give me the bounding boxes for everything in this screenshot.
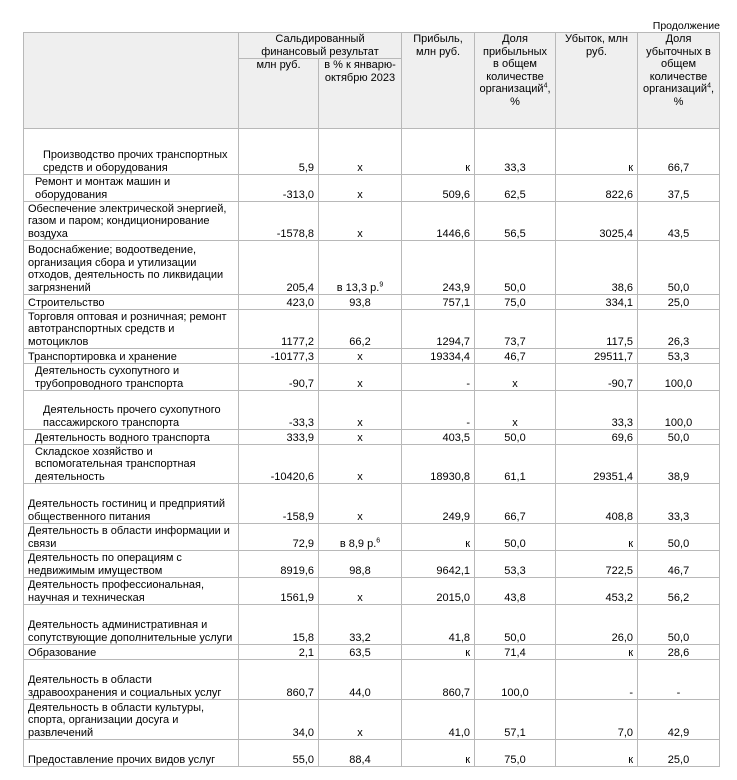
cell-pct bbox=[319, 349, 402, 364]
cell-pct-value: 93,8 bbox=[349, 296, 371, 309]
cell-loss: -90,7 bbox=[556, 364, 638, 391]
row-label: Деятельность административная и сопутствующие дополнительные услуги bbox=[24, 605, 239, 645]
table-row bbox=[24, 551, 720, 578]
cell-profit: 1446,6 bbox=[402, 202, 475, 241]
header-loss: Убыток, млн руб. bbox=[556, 33, 638, 129]
header-balance-group: Сальдированный финансовый результат bbox=[239, 33, 402, 59]
cell-loss-share: 28,6 bbox=[638, 645, 720, 660]
header-balance-pct: в % к январю-октябрю 2023 bbox=[319, 59, 402, 129]
table-row bbox=[24, 524, 720, 551]
cell-pct bbox=[319, 364, 402, 391]
row-label: Складское хозяйство и вспомогательная транспортная деятельность bbox=[24, 445, 239, 484]
cell-pct-value: х bbox=[357, 510, 363, 523]
cell-pct bbox=[319, 645, 402, 660]
header-loss-share bbox=[638, 33, 720, 129]
table-row bbox=[24, 605, 720, 645]
table-row bbox=[24, 129, 720, 175]
cell-loss-share: 66,7 bbox=[638, 129, 720, 175]
table-row bbox=[24, 391, 720, 430]
row-label: Водоснабжение; водоотведение, организация сбора и утилизации отходов, деятельность по ликвидации загрязнений bbox=[24, 241, 239, 295]
table-row bbox=[24, 484, 720, 524]
cell-profit-share: 50,0 bbox=[475, 430, 556, 445]
cell-loss-share: 37,5 bbox=[638, 175, 720, 202]
table-row bbox=[24, 175, 720, 202]
cell-profit-share: 43,8 bbox=[475, 578, 556, 605]
table-header bbox=[24, 33, 720, 129]
table-row bbox=[24, 349, 720, 364]
cell-profit-share: 57,1 bbox=[475, 700, 556, 740]
cell-profit: 403,5 bbox=[402, 430, 475, 445]
cell-loss-share: 50,0 bbox=[638, 430, 720, 445]
row-label: Деятельность прочего сухопутного пассажирского транспорта bbox=[24, 391, 239, 430]
cell-profit-share: 62,5 bbox=[475, 175, 556, 202]
cell-profit: 41,0 bbox=[402, 700, 475, 740]
cell-pct bbox=[319, 202, 402, 241]
row-label: Деятельность в области здравоохранения и социальных услуг bbox=[24, 660, 239, 700]
cell-profit-share: 46,7 bbox=[475, 349, 556, 364]
cell-pct-value: 98,8 bbox=[349, 564, 371, 577]
table-row bbox=[24, 364, 720, 391]
header-loss-share-footnote: 4 bbox=[707, 82, 711, 90]
cell-loss: - bbox=[556, 660, 638, 700]
cell-pct-value: 66,2 bbox=[349, 335, 371, 348]
financial-results-table bbox=[23, 32, 720, 767]
cell-profit-share: 61,1 bbox=[475, 445, 556, 484]
cell-loss: 69,6 bbox=[556, 430, 638, 445]
cell-pct-value: х bbox=[357, 350, 363, 363]
cell-pct-footnote: 6 bbox=[376, 536, 381, 544]
cell-loss: 3025,4 bbox=[556, 202, 638, 241]
cell-profit: 757,1 bbox=[402, 295, 475, 310]
cell-profit: к bbox=[402, 740, 475, 767]
cell-pct-value: 33,2 bbox=[349, 631, 371, 644]
cell-pct-value: 63,5 bbox=[349, 646, 371, 659]
cell-loss-share: 42,9 bbox=[638, 700, 720, 740]
cell-pct-value: х bbox=[357, 188, 363, 201]
cell-loss: 408,8 bbox=[556, 484, 638, 524]
cell-balance: -158,9 bbox=[239, 484, 319, 524]
cell-loss: 7,0 bbox=[556, 700, 638, 740]
header-loss-share-text: Доля убыточных в общем количестве организаций bbox=[642, 33, 711, 95]
cell-loss: 38,6 bbox=[556, 241, 638, 295]
cell-loss-share: 43,5 bbox=[638, 202, 720, 241]
cell-pct bbox=[319, 241, 402, 295]
cell-balance: 5,9 bbox=[239, 129, 319, 175]
cell-pct bbox=[319, 700, 402, 740]
cell-profit: к bbox=[402, 645, 475, 660]
cell-pct bbox=[319, 310, 402, 349]
cell-loss: 334,1 bbox=[556, 295, 638, 310]
cell-loss-share: 100,0 bbox=[638, 364, 720, 391]
row-label: Обеспечение электрической энергией, газом и паром; кондиционирование воздуха bbox=[24, 202, 239, 241]
header-loss-share-unit: , % bbox=[673, 83, 715, 108]
cell-balance: 55,0 bbox=[239, 740, 319, 767]
cell-profit: 2015,0 bbox=[402, 578, 475, 605]
cell-pct bbox=[319, 551, 402, 578]
table-row bbox=[24, 740, 720, 767]
cell-pct-value: х bbox=[357, 377, 363, 390]
cell-loss-share: 100,0 bbox=[638, 391, 720, 430]
cell-loss-share: 46,7 bbox=[638, 551, 720, 578]
cell-pct bbox=[319, 295, 402, 310]
cell-loss-share: 33,3 bbox=[638, 484, 720, 524]
cell-balance: 15,8 bbox=[239, 605, 319, 645]
cell-pct bbox=[319, 524, 402, 551]
cell-profit-share: 71,4 bbox=[475, 645, 556, 660]
cell-loss-share: 25,0 bbox=[638, 740, 720, 767]
cell-pct-value: в 8,9 р. bbox=[339, 537, 377, 550]
cell-pct bbox=[319, 175, 402, 202]
cell-loss: 722,5 bbox=[556, 551, 638, 578]
cell-pct-value: в 13,3 р. bbox=[336, 281, 380, 294]
cell-loss: 117,5 bbox=[556, 310, 638, 349]
cell-profit: 249,9 bbox=[402, 484, 475, 524]
cell-pct bbox=[319, 660, 402, 700]
cell-loss-share: 26,3 bbox=[638, 310, 720, 349]
cell-pct bbox=[319, 578, 402, 605]
cell-balance: 333,9 bbox=[239, 430, 319, 445]
table-row bbox=[24, 445, 720, 484]
cell-loss: к bbox=[556, 740, 638, 767]
cell-loss: 453,2 bbox=[556, 578, 638, 605]
cell-profit-share: 56,5 bbox=[475, 202, 556, 241]
cell-balance: 8919,6 bbox=[239, 551, 319, 578]
cell-loss: к bbox=[556, 129, 638, 175]
continuation-label: Продолжение bbox=[652, 20, 720, 32]
cell-loss-share: 50,0 bbox=[638, 524, 720, 551]
table-row bbox=[24, 310, 720, 349]
cell-profit-share: 50,0 bbox=[475, 241, 556, 295]
header-blank-cell bbox=[24, 33, 239, 129]
cell-pct-footnote: 9 bbox=[379, 280, 384, 288]
header-profit: Прибыль, млн руб. bbox=[402, 33, 475, 129]
cell-balance: 860,7 bbox=[239, 660, 319, 700]
row-label: Предоставление прочих видов услуг bbox=[24, 740, 239, 767]
cell-pct bbox=[319, 484, 402, 524]
cell-balance: 2,1 bbox=[239, 645, 319, 660]
cell-pct bbox=[319, 129, 402, 175]
cell-pct-value: х bbox=[357, 591, 363, 604]
cell-loss-share: 50,0 bbox=[638, 241, 720, 295]
cell-pct-value: х bbox=[357, 431, 363, 444]
row-label: Деятельность по операциям с недвижимым имуществом bbox=[24, 551, 239, 578]
table-row bbox=[24, 700, 720, 740]
cell-balance: 205,4 bbox=[239, 241, 319, 295]
cell-balance: -90,7 bbox=[239, 364, 319, 391]
table-row bbox=[24, 645, 720, 660]
cell-pct bbox=[319, 740, 402, 767]
row-label: Деятельность в области информации и связи bbox=[24, 524, 239, 551]
cell-profit: к bbox=[402, 524, 475, 551]
cell-loss: к bbox=[556, 524, 638, 551]
cell-pct-value: х bbox=[357, 227, 363, 240]
cell-balance: -10420,6 bbox=[239, 445, 319, 484]
cell-profit-share: 33,3 bbox=[475, 129, 556, 175]
cell-loss-share: 56,2 bbox=[638, 578, 720, 605]
cell-balance: 1561,9 bbox=[239, 578, 319, 605]
cell-loss-share: 50,0 bbox=[638, 605, 720, 645]
cell-balance: -10177,3 bbox=[239, 349, 319, 364]
cell-pct-value: 44,0 bbox=[349, 686, 371, 699]
cell-pct bbox=[319, 430, 402, 445]
cell-profit: 860,7 bbox=[402, 660, 475, 700]
cell-profit-share: х bbox=[475, 391, 556, 430]
cell-profit-share: 66,7 bbox=[475, 484, 556, 524]
table-row bbox=[24, 202, 720, 241]
cell-loss: 26,0 bbox=[556, 605, 638, 645]
cell-profit: 18930,8 bbox=[402, 445, 475, 484]
cell-pct bbox=[319, 445, 402, 484]
cell-profit: 19334,4 bbox=[402, 349, 475, 364]
header-profit-share-text: Доля прибыльных в общем количестве организаций bbox=[479, 33, 548, 95]
cell-loss: к bbox=[556, 645, 638, 660]
cell-pct bbox=[319, 605, 402, 645]
cell-balance: 72,9 bbox=[239, 524, 319, 551]
header-profit-share-unit: , % bbox=[510, 83, 551, 108]
cell-loss: 822,6 bbox=[556, 175, 638, 202]
cell-balance: 1177,2 bbox=[239, 310, 319, 349]
cell-pct-value: х bbox=[357, 470, 363, 483]
table-row bbox=[24, 660, 720, 700]
row-label: Строительство bbox=[24, 295, 239, 310]
cell-profit-share: 50,0 bbox=[475, 524, 556, 551]
row-label: Транспортировка и хранение bbox=[24, 349, 239, 364]
cell-profit: 1294,7 bbox=[402, 310, 475, 349]
row-label: Образование bbox=[24, 645, 239, 660]
cell-balance: 34,0 bbox=[239, 700, 319, 740]
cell-profit: 9642,1 bbox=[402, 551, 475, 578]
cell-balance: -1578,8 bbox=[239, 202, 319, 241]
cell-profit: 243,9 bbox=[402, 241, 475, 295]
cell-loss-share: 25,0 bbox=[638, 295, 720, 310]
cell-profit-share: 100,0 bbox=[475, 660, 556, 700]
table-row bbox=[24, 241, 720, 295]
row-label: Ремонт и монтаж машин и оборудования bbox=[24, 175, 239, 202]
row-label: Деятельность гостиниц и предприятий общественного питания bbox=[24, 484, 239, 524]
cell-pct-value: 88,4 bbox=[349, 753, 371, 766]
cell-profit: 41,8 bbox=[402, 605, 475, 645]
row-label: Торговля оптовая и розничная; ремонт автотранспортных средств и мотоциклов bbox=[24, 310, 239, 349]
cell-loss-share: 38,9 bbox=[638, 445, 720, 484]
cell-loss-share: 53,3 bbox=[638, 349, 720, 364]
cell-profit-share: 73,7 bbox=[475, 310, 556, 349]
table-row bbox=[24, 578, 720, 605]
cell-profit: - bbox=[402, 364, 475, 391]
table-row bbox=[24, 295, 720, 310]
cell-profit-share: х bbox=[475, 364, 556, 391]
cell-pct-value: х bbox=[357, 416, 363, 429]
cell-profit: к bbox=[402, 129, 475, 175]
cell-pct bbox=[319, 391, 402, 430]
cell-profit-share: 75,0 bbox=[475, 295, 556, 310]
row-label: Деятельность в области культуры, спорта, организации досуга и развлечений bbox=[24, 700, 239, 740]
row-label: Деятельность профессиональная, научная и техническая bbox=[24, 578, 239, 605]
cell-loss: 33,3 bbox=[556, 391, 638, 430]
header-balance-mln: млн руб. bbox=[239, 59, 319, 129]
cell-balance: -313,0 bbox=[239, 175, 319, 202]
cell-profit: - bbox=[402, 391, 475, 430]
cell-profit-share: 53,3 bbox=[475, 551, 556, 578]
cell-loss: 29351,4 bbox=[556, 445, 638, 484]
cell-profit-share: 50,0 bbox=[475, 605, 556, 645]
cell-profit-share: 75,0 bbox=[475, 740, 556, 767]
cell-pct-value: х bbox=[357, 726, 363, 739]
cell-balance: 423,0 bbox=[239, 295, 319, 310]
header-profit-share bbox=[475, 33, 556, 129]
row-label: Деятельность водного транспорта bbox=[24, 430, 239, 445]
row-label: Деятельность сухопутного и трубопроводного транспорта bbox=[24, 364, 239, 391]
table-row bbox=[24, 430, 720, 445]
cell-loss: 29511,7 bbox=[556, 349, 638, 364]
cell-pct-value: х bbox=[357, 161, 363, 174]
cell-profit: 509,6 bbox=[402, 175, 475, 202]
row-label: Производство прочих транспортных средств и оборудования bbox=[24, 129, 239, 175]
header-profit-share-footnote: 4 bbox=[543, 82, 548, 90]
cell-loss-share: - bbox=[638, 660, 720, 700]
cell-balance: -33,3 bbox=[239, 391, 319, 430]
